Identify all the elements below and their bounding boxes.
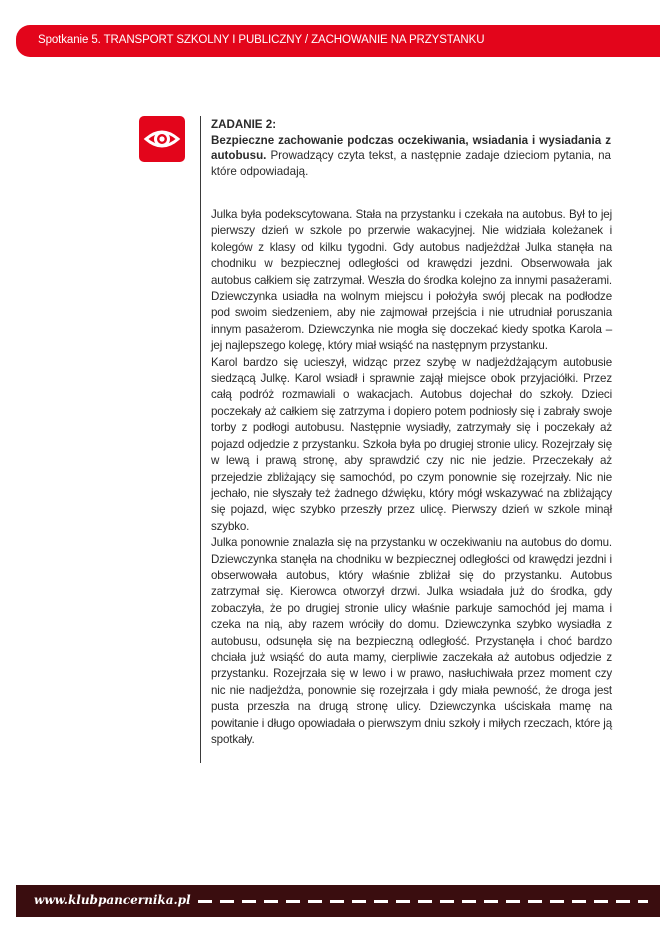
- story-paragraph: Julka ponownie znalazła się na przystanku w oczekiwaniu na autobus do domu. Dziewczynka stanęła na chodniku w bezpiecznej odległości od krawędzi jezdni i obserwowała autobus, który właśnie zbliżał się do przystanku. Autobus zatrzymał się. Kierowca otworzył drzwi. Julka wsiadała już do środka, gdy zobaczyła, że po drugiej stronie ulicy właśnie parkuje samochód jej mama i czeka na nią, aby razem wróciły do domu. Dziewczynka szybko wysiadła z autobusu, odsunęła się na bezpieczną odległość. Przystanęła i choć bardzo chciała już wsiąść do auta mamy, cierpliwie zaczekała aż autobus odjedzie z przystanku. Rozejrzała się w lewo i w prawo, nasłuchiwała przez moment czy nic nie nadjeżdża, ponownie się rozejrzała i gdy miała pewność, że droga jest pusta przeszła na drugą stronę ulicy. Dziewczynka uściskała mamę na powitanie i długo opowiadała o pierwszym dniu szkoły i miłych rzeczach, które ją spotkały.: [211, 536, 612, 746]
- task-instruction: Prowadzący czyta tekst, a następnie zadaje dzieciom pytania, na które odpowiadają.: [211, 149, 611, 178]
- task-description: [211, 133, 611, 180]
- header-title: Spotkanie 5. TRANSPORT SZKOLNY I PUBLICZNY / ZACHOWANIE NA PRZYSTANKU: [38, 34, 485, 46]
- page-header: [16, 25, 660, 57]
- task-block: [211, 117, 611, 179]
- eye-icon: [139, 116, 185, 162]
- footer-dashes: [198, 900, 648, 903]
- story-text: [211, 207, 612, 748]
- task-label: ZADANIE 2:: [211, 118, 277, 131]
- story-paragraph: Julka była podekscytowana. Stała na przystanku i czekała na autobus. Był to jej pierwszy dzień w szkole po przerwie wakacyjnej. Nie widziała koleżanek i kolegów z klasy od kilku tygodni. Gdy autobus nadjeżdżał Julka stanęła na chodniku w bezpiecznej odległości od krawędzi jezdni. Obserwowała jak autobus całkiem się zatrzymał. Weszła do środka kolejno za innymi pasażerami. Dziewczynka usiadła na wolnym miejscu i położyła swój plecak na podłodze pod swoim siedzeniem, aby nie zajmował przejścia i nie utrudniał poruszania innym pasażerom. Dziewczynka nie mogła się doczekać kiedy spotka Karola – jej najlepszego kolegę, który miał wsiąść na następnym przystanku.: [211, 208, 612, 353]
- task-title: Bezpieczne zachowanie podczas oczekiwania, wsiadania i wysiadania z autobusu.: [211, 133, 611, 162]
- story-paragraph: Karol bardzo się ucieszył, widząc przez szybę w nadjeżdżającym autobusie siedzącą Julkę. Karol wsiadł i sprawnie zajął miejsce obok przyjaciółki. Przez całą podróż rozmawiali o wakacjach. Autobus dojechał do szkoły. Dzieci poczekały aż całkiem się zatrzyma i dopiero potem podniosły się i zabrały swoje torby z podłogi autobusu. Następnie wysiadły, zatrzymały się i poczekały aż pojazd odjedzie z przystanku. Szkoła była po drugiej stronie ulicy. Rozejrzały się w lewą i prawą stronę, aby sprawdzić czy nic nie jedzie. Przeczekały aż przejedzie zbliżający się samochód, po czym ponownie się rozejrzały. Nic nie jechało, nie słyszały też żadnego dźwięku, który mógł wskazywać na zbliżający się pojazd, więc szybko przeszły przez ulicę. Pierwszy dzień w szkole minął szybko.: [211, 355, 612, 533]
- page-footer: [16, 885, 660, 917]
- section-divider: [200, 116, 201, 763]
- footer-logo: www.klubpancernika.pl: [34, 893, 191, 907]
